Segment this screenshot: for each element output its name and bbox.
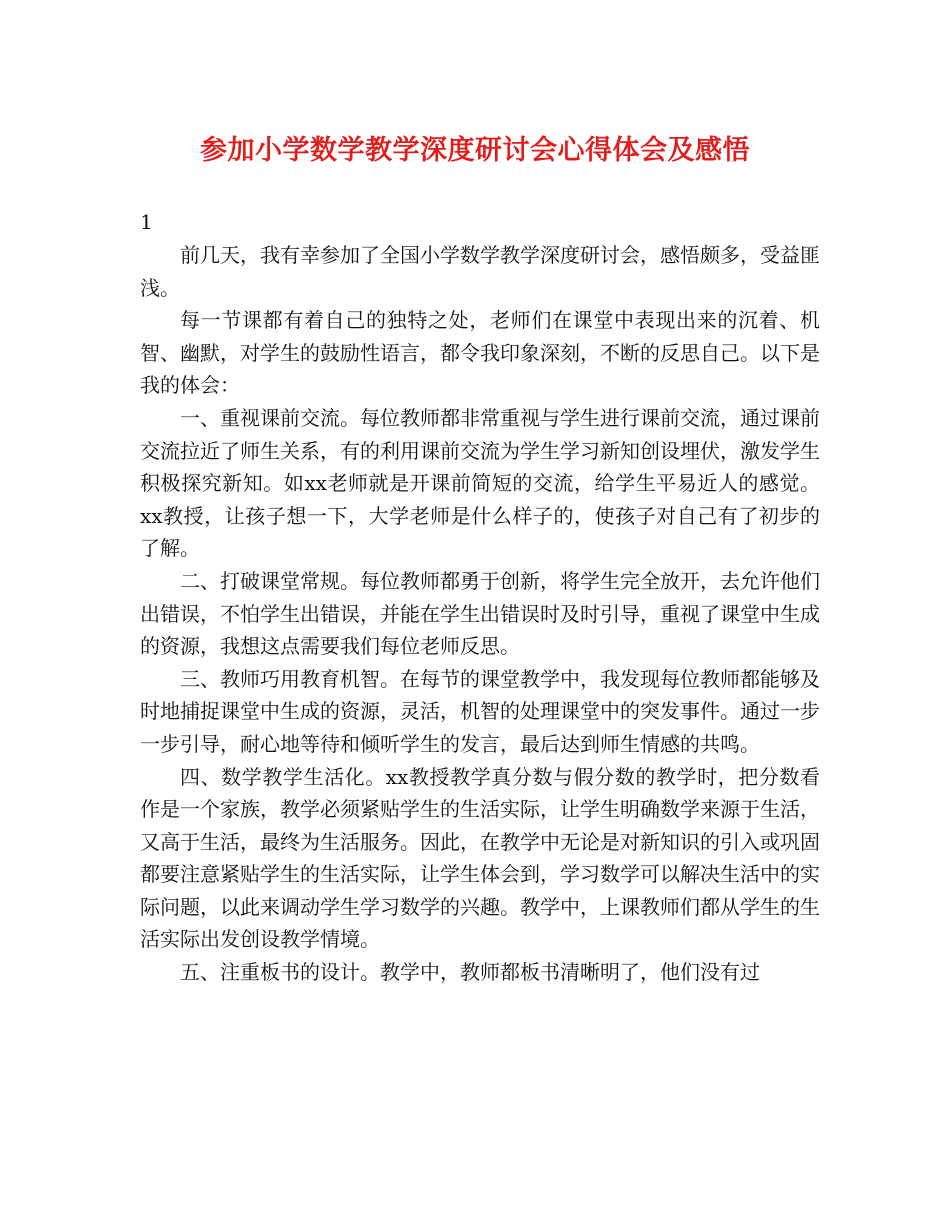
paragraph-reflection: 每一节课都有着自己的独特之处，老师们在课堂中表现出来的沉着、机智、幽默，对学生的鼓励性语言，都令我印象深刻，不断的反思自己。以下是我的体会： [140, 308, 820, 398]
paragraph-point-4: 四、数学教学生活化。xx教授教学真分数与假分数的教学时，把分数看作是一个家族，教学必须紧贴学生的生活实际，让学生明确数学来源于生活，又高于生活，最终为生活服务。因此，在教学中无论是对新知识的引入或巩固都要注意紧贴学生的生活实际，让学生体会到，学习数学可以解决生活中的实际问题，以此来调动学生学习数学的兴趣。教学中，上课教师们都从学生的生活实际出发创设教学情境。 [140, 764, 820, 952]
document-title: 参加小学数学教学深度研讨会心得体会及感悟 [200, 135, 750, 166]
paragraph-point-3: 三、教师巧用教育机智。在每节的课堂教学中，我发现每位教师都能够及时地捕捉课堂中生成的资源，灵活，机智的处理课堂中的突发事件。通过一步一步引导，耐心地等待和倾听学生的发言，最后达到师生情感的共鸣。 [140, 666, 820, 756]
paragraph-intro: 前几天，我有幸参加了全国小学数学教学深度研讨会，感悟颇多，受益匪浅。 [140, 243, 820, 300]
paragraph-point-1: 一、重视课前交流。每位教师都非常重视与学生进行课前交流，通过课前交流拉近了师生关系，有的利用课前交流为学生学习新知创设埋伏，激发学生积极探究新知。如xx老师就是开课前简短的交流，给学生平易近人的感觉。xx教授，让孩子想一下，大学老师是什么样子的，使孩子对自己有了初步的了解。 [140, 405, 820, 561]
paragraph-point-2: 二、打破课堂常规。每位教师都勇于创新，将学生完全放开，去允许他们出错误，不怕学生出错误，并能在学生出错误时及时引导，重视了课堂中生成的资源，我想这点需要我们每位老师反思。 [140, 568, 820, 659]
document-body [140, 239, 820, 989]
paragraph-point-5: 五、注重板书的设计。教学中，教师都板书清晰明了，他们没有过 [180, 960, 760, 985]
page-number: 1 [140, 210, 153, 234]
